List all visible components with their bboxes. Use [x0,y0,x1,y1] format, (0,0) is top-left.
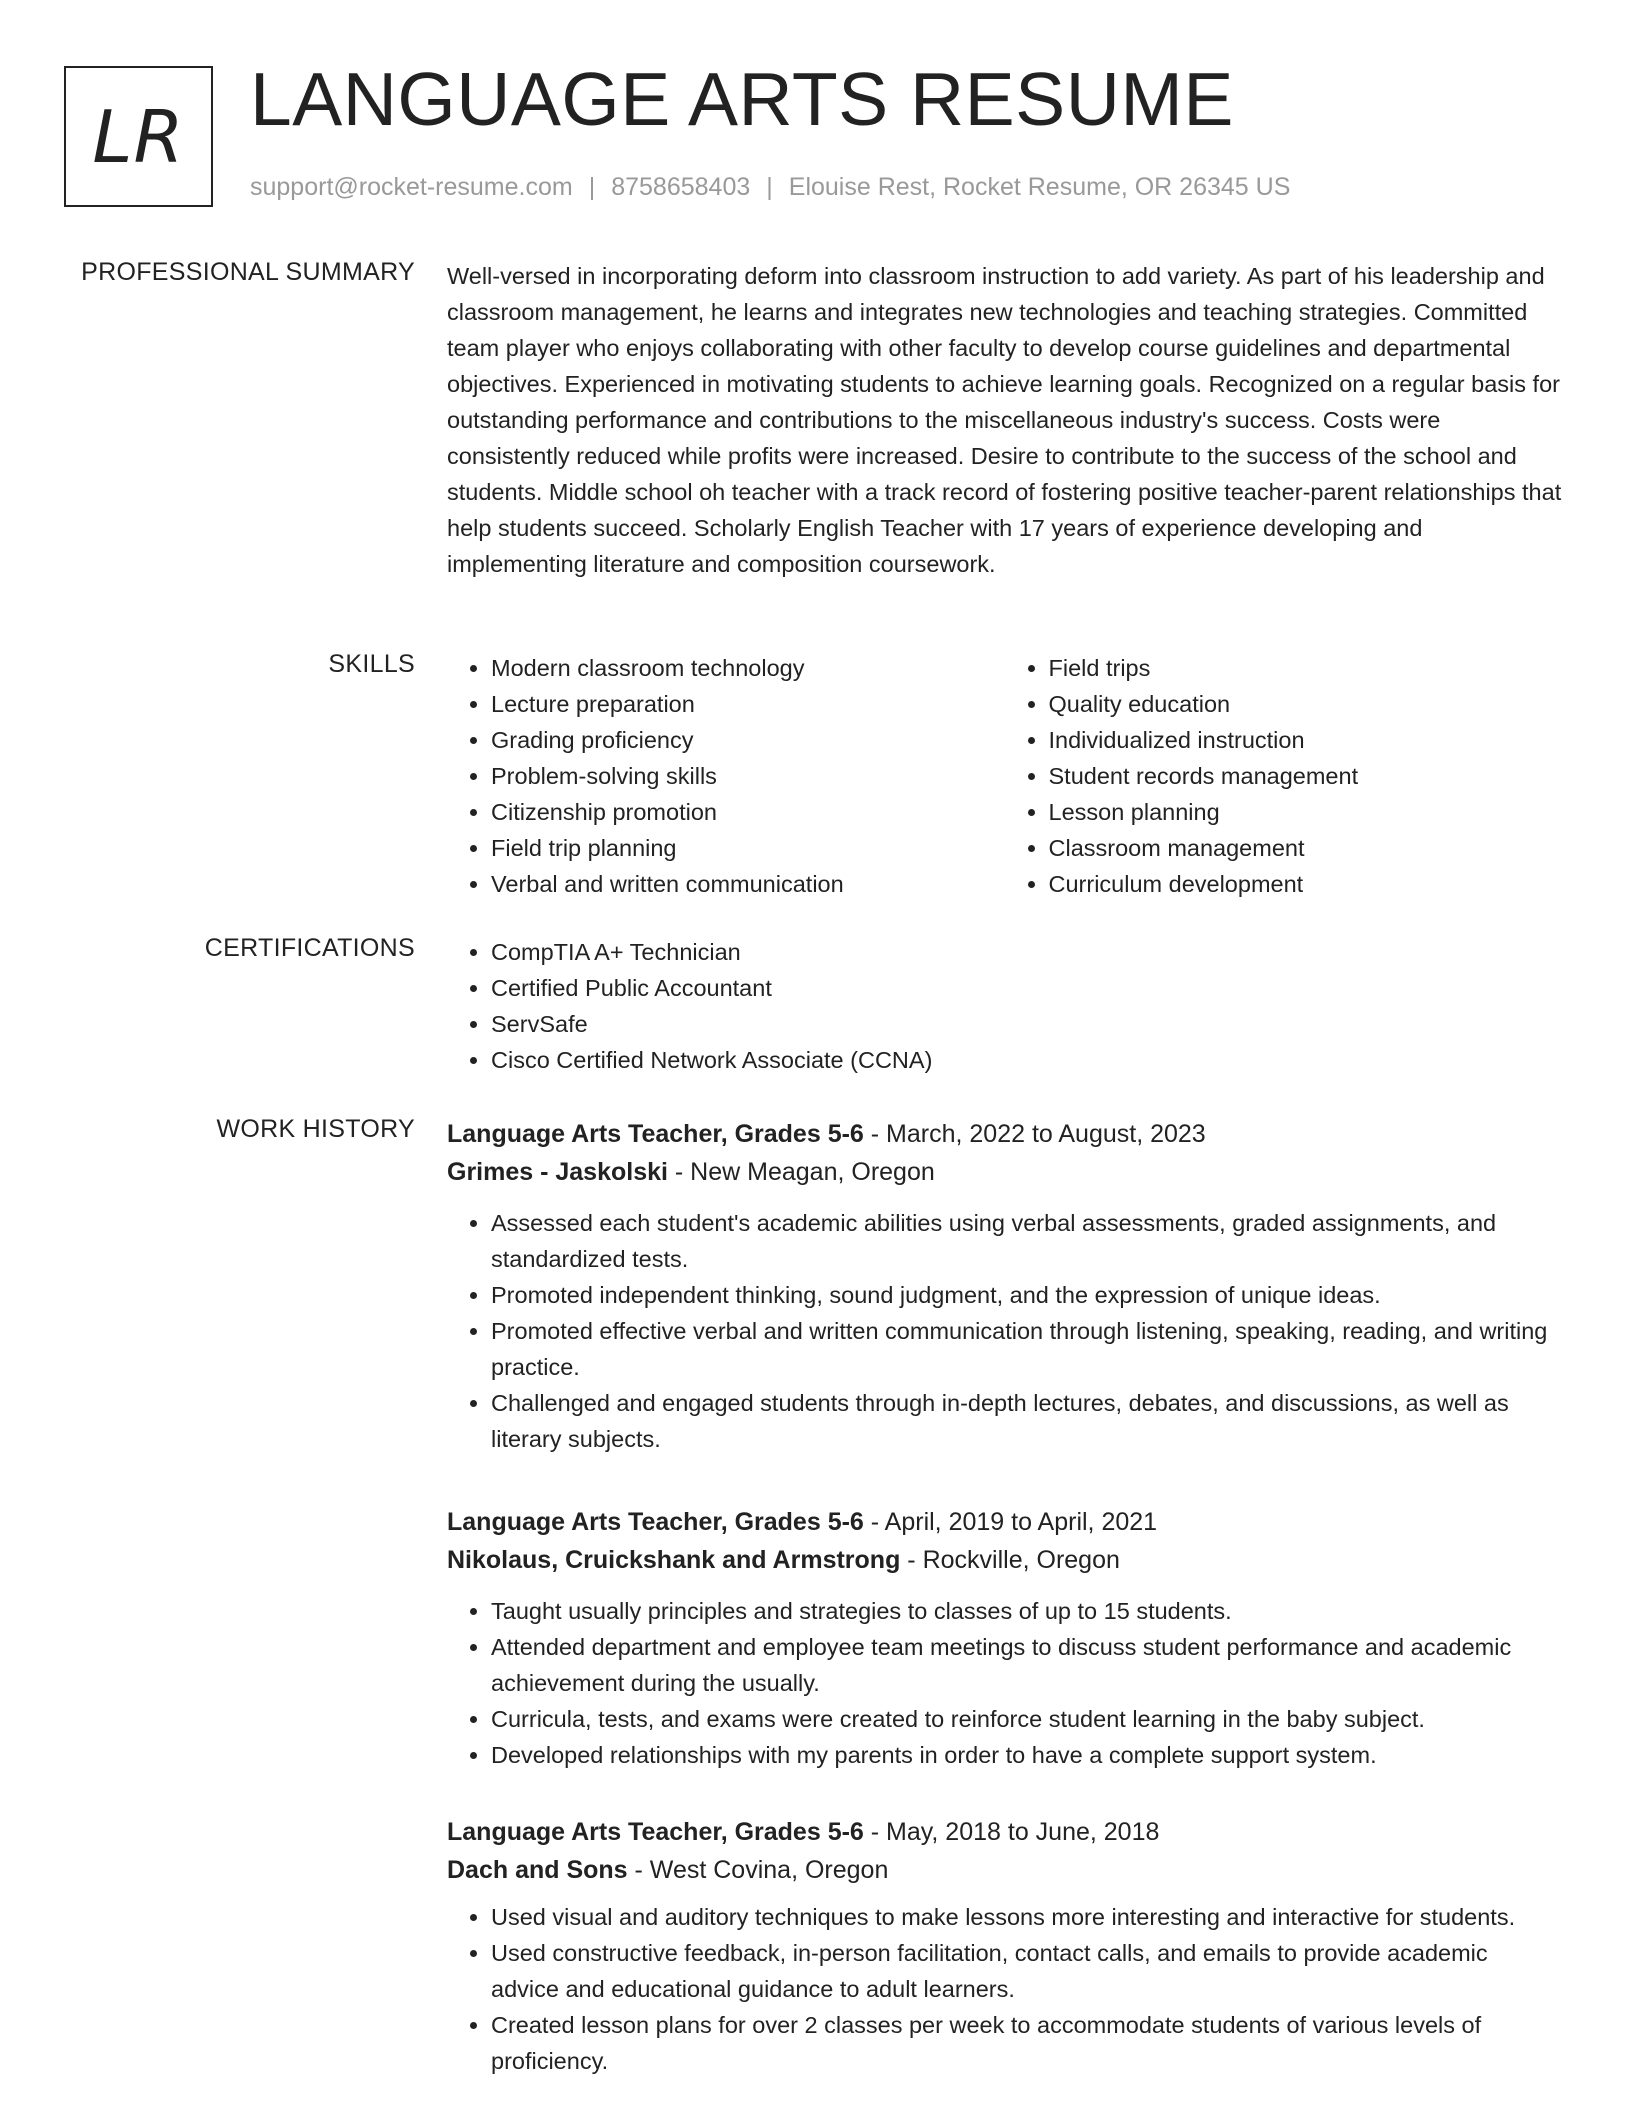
skill-item: • Individualized instruction [1049,722,1563,758]
skills-list-left [447,650,1005,902]
resume-title: LANGUAGE ARTS RESUME [250,57,1234,141]
job-bullet: • Promoted independent thinking, sound judgment, and the expression of unique ideas. [491,1277,1562,1313]
job-bullets [447,1899,1562,2079]
certification-item: • Cisco Certified Network Associate (CCNA) [491,1042,1562,1078]
certification-item: • Certified Public Accountant [491,970,1562,1006]
job-title-line [447,1503,1562,1541]
work-history-body [447,1115,1562,2107]
job-bullet: • Challenged and engaged students through in-depth lectures, debates, and discussions, as well as literary subjects. [491,1385,1562,1457]
job-title: Language Arts Teacher, Grades 5-6 [447,1508,864,1536]
section-label-certifications: CERTIFICATIONS [204,934,415,962]
skills-columns [447,650,1562,902]
section-label-summary: PROFESSIONAL SUMMARY [81,258,415,286]
certification-item: • CompTIA A+ Technician [491,934,1562,970]
job-location: - New Meagan, Oregon [667,1158,935,1186]
job-bullets [447,1593,1562,1773]
job-company-line [447,1541,1562,1579]
skill-item: • Field trip planning [491,830,1005,866]
skill-item: • Field trips [1049,650,1563,686]
contact-phone[interactable]: 8758658403 [611,173,751,201]
monogram-logo: LR [64,66,213,207]
job-dates: - March, 2022 to August, 2023 [863,1120,1206,1148]
skill-item: • Modern classroom technology [491,650,1005,686]
certifications-list [447,934,1562,1078]
job-company-line [447,1153,1562,1191]
skill-item: • Curriculum development [1049,866,1563,902]
job-title-line [447,1813,1562,1851]
skill-item: • Citizenship promotion [491,794,1005,830]
skill-item: • Verbal and written communication [491,866,1005,902]
job-dates: - May, 2018 to June, 2018 [863,1818,1160,1846]
skill-item: • Problem-solving skills [491,758,1005,794]
section-label-work-history: WORK HISTORY [216,1115,415,1143]
job-company: Dach and Sons [447,1856,628,1884]
job-bullet: • Attended department and employee team meetings to discuss student performance and academic achievement during the usually. [491,1629,1562,1701]
job-location: - Rockville, Oregon [900,1546,1120,1574]
certifications-body [447,934,1562,1078]
job-title-line [447,1115,1562,1153]
job-title: Language Arts Teacher, Grades 5-6 [447,1120,864,1148]
summary-body [447,258,1562,582]
section-label-skills: SKILLS [328,650,415,678]
contact-email[interactable]: support@rocket-resume.com [250,173,573,201]
job-bullet: • Created lesson plans for over 2 classes per week to accommodate students of various levels of proficiency. [491,2007,1562,2079]
job-bullet: • Assessed each student's academic abilities using verbal assessments, graded assignments, and standardized tests. [491,1205,1562,1277]
contact-address: Elouise Rest, Rocket Resume, OR 26345 US [788,173,1291,201]
job-company: Grimes - Jaskolski [447,1158,668,1186]
job-bullet: • Promoted effective verbal and written communication through listening, speaking, reading, and writing practice. [491,1313,1562,1385]
skill-item: • Grading proficiency [491,722,1005,758]
job-entry [447,1813,1562,2079]
job-bullets [447,1205,1562,1457]
skills-list-right [1005,650,1563,902]
job-bullet: • Used visual and auditory techniques to make lessons more interesting and interactive for students. [491,1899,1562,1935]
job-bullet: • Developed relationships with my parents in order to have a complete support system. [491,1737,1562,1773]
contact-separator: | [588,173,596,201]
contact-separator: | [766,173,773,201]
skills-body [447,650,1562,902]
contact-line [250,173,1290,202]
skill-item: • Student records management [1049,758,1563,794]
summary-text: Well-versed in incorporating deform into classroom instruction to add variety. As part of his leadership and classroom management, he learns and integrates new technologies and teaching strategies. Committed team player who enjoys collaborating with other faculty to develop course guidelines and departmental objectives. Experienced in motivating students to achieve learning goals. Recognized on a regular basis for outstanding performance and contributions to the miscellaneous industry's success. Costs were consistently reduced while profits were increased. Desire to contribute to the success of the school and students. Middle school oh teacher with a track record of fostering positive teacher-parent relationships that help students succeed. Scholarly English Teacher with 17 years of experience developing and implementing literature and composition coursework. [447,263,1562,577]
job-bullet: • Used constructive feedback, in-person facilitation, contact calls, and emails to provide academic advice and educational guidance to adult learners. [491,1935,1562,2007]
job-company: Nikolaus, Cruickshank and Armstrong [447,1546,901,1574]
job-bullet: • Taught usually principles and strategies to classes of up to 15 students. [491,1593,1562,1629]
job-title: Language Arts Teacher, Grades 5-6 [447,1818,864,1846]
skill-item: • Classroom management [1049,830,1563,866]
job-location: - West Covina, Oregon [627,1856,889,1884]
job-dates: - April, 2019 to April, 2021 [863,1508,1158,1536]
job-entry [447,1115,1562,1457]
job-bullet: • Curricula, tests, and exams were created to reinforce student learning in the baby subject. [491,1701,1562,1737]
skill-item: • Lesson planning [1049,794,1563,830]
job-entry [447,1503,1562,1773]
job-company-line [447,1851,1562,1889]
skill-item: • Lecture preparation [491,686,1005,722]
skill-item: • Quality education [1049,686,1563,722]
certification-item: • ServSafe [491,1006,1562,1042]
